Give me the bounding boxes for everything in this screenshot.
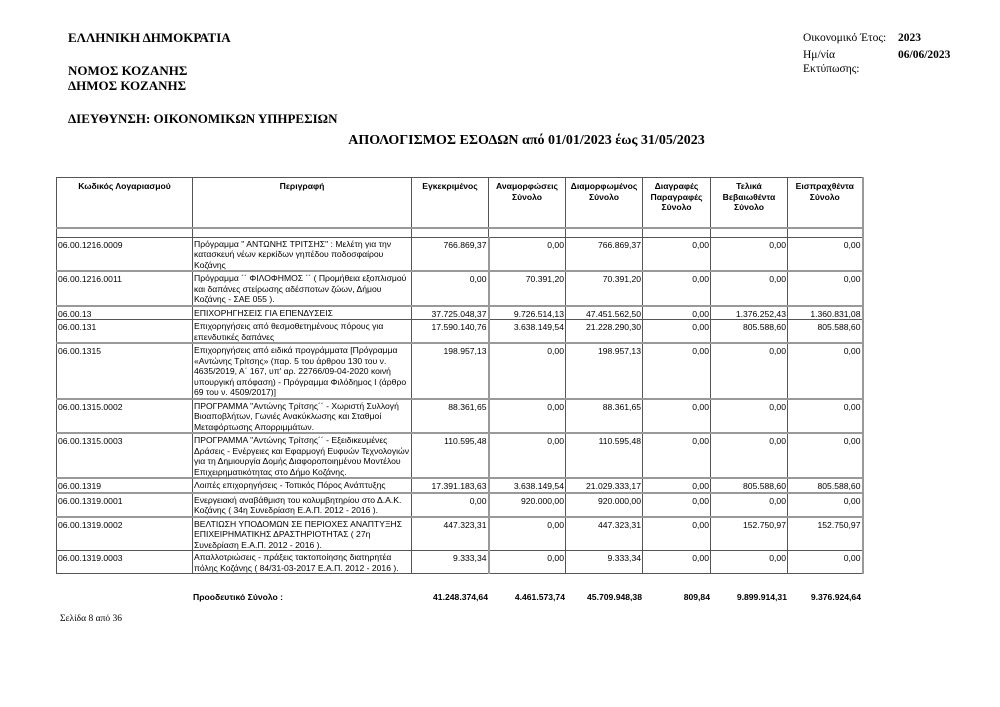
report-content [56, 177, 946, 625]
amount-writeoffs: 0,00 [643, 237, 711, 271]
totals-row [56, 591, 946, 605]
amount-revisions: 0,00 [489, 551, 566, 574]
amount-approved: 37.725.048,37 [412, 306, 489, 320]
table-row [57, 237, 863, 271]
amount-approved: 0,00 [412, 493, 489, 517]
table-row [57, 551, 863, 574]
amount-approved: 0,00 [412, 271, 489, 306]
account-description: Λοιπές επιχορηγήσεις - Τοπικός Πόρος Ανάπτυξης [193, 478, 412, 493]
amount-collected: 0,00 [788, 343, 863, 399]
totals-revisions: 4.461.573,74 [514, 592, 565, 602]
col-header-revisions: Αναμορφώσεις Σύνολο [489, 178, 566, 228]
table-row [57, 493, 863, 517]
account-description: ΕΠΙΧΟΡΗΓΗΣΕΙΣ ΓΙΑ ΕΠΕΝΔΥΣΕΙΣ [193, 306, 412, 320]
amount-certified: 1.376.252,43 [711, 306, 788, 320]
account-description: ΠΡΟΓΡΑΜΜΑ "Αντώνης Τρίτσης´´ - Εξειδικευμένες Δράσεις - Ενέργειες και Εφαρμογή Ευφυών Τεχνολογιών για τη Δημιουργία Δομής Διαφοροποιημένου Μοντέλου Επιχειρηματικότητας στο Δήμο Κοζάνης. [193, 433, 412, 478]
amount-formed: 21.228.290,30 [566, 320, 643, 344]
table-spacer-row [57, 228, 863, 238]
table-row [57, 306, 863, 320]
print-date-label-2: Εκτύπωσης: [803, 63, 860, 75]
amount-certified: 805.588,60 [711, 478, 788, 493]
totals-certified: 9.899.914,31 [736, 592, 787, 602]
account-description: Απαλλοτριώσεις - πράξεις τακτοποίησης διατηρητέα πόλης Κοζάνης ( 84/31-03-2017 Ε.Α.Π. 2012 - 2016 ). [193, 551, 412, 574]
amount-certified: 0,00 [711, 493, 788, 517]
prefecture-title: ΝΟΜΟΣ ΚΟΖΑΝΗΣ [68, 63, 188, 78]
directorate-title: ΔΙΕΥΘΥΝΣΗ: ΟΙΚΟΝΟΜΙΚΩΝ ΥΠΗΡΕΣΙΩΝ [68, 111, 338, 126]
account-code: 06.00.1315 [57, 343, 193, 399]
print-date-value: 06/06/2023 [898, 49, 951, 61]
amount-collected: 0,00 [788, 433, 863, 478]
col-header-formed: Διαμορφωμένος Σύνολο [566, 178, 643, 228]
amount-writeoffs: 0,00 [643, 517, 711, 551]
report-title: ΑΠΟΛΟΓΙΣΜΟΣ ΕΣΟΔΩΝ από 01/01/2023 έως 31/05/2023 [348, 133, 705, 148]
table-header-row [57, 178, 863, 228]
table-row [57, 478, 863, 493]
amount-formed: 70.391,20 [566, 271, 643, 306]
account-code: 06.00.1319.0003 [57, 551, 193, 574]
amount-collected: 805.588,60 [788, 478, 863, 493]
col-header-code: Κωδικός Λογαριασμού [57, 178, 193, 228]
amount-approved: 198.957,13 [412, 343, 489, 399]
amount-revisions: 0,00 [489, 237, 566, 271]
amount-collected: 0,00 [788, 271, 863, 306]
amount-collected: 0,00 [788, 493, 863, 517]
account-code: 06.00.1216.0009 [57, 237, 193, 271]
table-row [57, 517, 863, 551]
amount-writeoffs: 0,00 [643, 399, 711, 434]
spacer-cell [489, 228, 566, 238]
revenue-table [56, 177, 864, 574]
spacer-cell [711, 228, 788, 238]
print-date-label-1: Ημ/νία [803, 49, 835, 61]
account-description: ΠΡΟΓΡΑΜΜΑ "Αντώνης Τρίτσης´´ - Χωριστή Συλλογή Βιοαποβλήτων, Γωνιές Ανακύκλωσης και Σταθμοί Μεταφόρτωσης Απορριμμάτων. [193, 399, 412, 434]
amount-formed: 198.957,13 [566, 343, 643, 399]
amount-writeoffs: 0,00 [643, 320, 711, 344]
spacer-cell [643, 228, 711, 238]
table-row [57, 343, 863, 399]
amount-writeoffs: 0,00 [643, 433, 711, 478]
header-right [803, 31, 973, 76]
amount-collected: 1.360.831,08 [788, 306, 863, 320]
account-code: 06.00.1216.0011 [57, 271, 193, 306]
amount-collected: 805.588,60 [788, 320, 863, 344]
amount-certified: 0,00 [711, 237, 788, 271]
print-date-label [803, 48, 898, 76]
fiscal-year-row [803, 31, 973, 45]
amount-revisions: 0,00 [489, 517, 566, 551]
amount-approved: 17.590.140,76 [412, 320, 489, 344]
amount-certified: 0,00 [711, 399, 788, 434]
amount-certified: 0,00 [711, 551, 788, 574]
amount-formed: 920.000,00 [566, 493, 643, 517]
spacer-cell [412, 228, 489, 238]
totals-formed: 45.709.948,38 [587, 592, 642, 602]
amount-revisions: 0,00 [489, 433, 566, 478]
amount-certified: 0,00 [711, 271, 788, 306]
amount-approved: 110.595,48 [412, 433, 489, 478]
account-code: 06.00.131 [57, 320, 193, 344]
account-code: 06.00.1319 [57, 478, 193, 493]
account-description: ΒΕΛΤΙΩΣΗ ΥΠΟΔΟΜΩΝ ΣΕ ΠΕΡΙΟΧΕΣ ΑΝΑΠΤΥΞΗΣ ΕΠΙΧΕΙΡΗΜΑΤΙΚΗΣ ΔΡΑΣΤΗΡΙΟΤΗΤΑΣ ( 27η Συνεδρίαση Ε.Α.Π. 2012 - 2016 ). [193, 517, 412, 551]
amount-formed: 88.361,65 [566, 399, 643, 434]
fiscal-year-label: Οικονομικό Έτος: [803, 32, 887, 44]
amount-approved: 9.333,34 [412, 551, 489, 574]
amount-approved: 447.323,31 [412, 517, 489, 551]
amount-formed: 9.333,34 [566, 551, 643, 574]
col-header-description: Περιγραφή [193, 178, 412, 228]
amount-certified: 805.588,60 [711, 320, 788, 344]
amount-writeoffs: 0,00 [643, 551, 711, 574]
amount-writeoffs: 0,00 [643, 343, 711, 399]
table-body [57, 228, 863, 574]
amount-writeoffs: 0,00 [643, 306, 711, 320]
amount-formed: 447.323,31 [566, 517, 643, 551]
amount-writeoffs: 0,00 [643, 493, 711, 517]
totals-label: Προοδευτικό Σύνολο : [193, 592, 284, 602]
amount-revisions: 3.638.149,54 [489, 320, 566, 344]
amount-formed: 766.869,37 [566, 237, 643, 271]
amount-approved: 88.361,65 [412, 399, 489, 434]
amount-revisions: 3.638.149,54 [489, 478, 566, 493]
table-row [57, 433, 863, 478]
amount-revisions: 70.391,20 [489, 271, 566, 306]
account-description: Πρόγραμμα ´´ ΦΙΛΟΦΗΜΟΣ ´´ ( Προμήθεια εξοπλισμού και δαπάνες στείρωσης αδέσποτων ζώων, Δήμου Κοζάνης - ΣΑΕ 055 ). [193, 271, 412, 306]
amount-revisions: 920.000,00 [489, 493, 566, 517]
account-description: Πρόγραμμα " ΑΝΤΩΝΗΣ ΤΡΙΤΣΗΣ" : Μελέτη για την κατασκευή νέων κερκίδων γηπέδου ποδοσφαίρου Κοζάνης [193, 237, 412, 271]
account-description: Ενεργειακή αναβάθμιση του κολυμβητηρίου στο Δ.Α.Κ. Κοζάνης ( 34η Συνεδρίαση Ε.Α.Π. 2012 - 2016 ). [193, 493, 412, 517]
municipality-title: ΔΗΜΟΣ ΚΟΖΑΝΗΣ [68, 78, 187, 93]
table-row [57, 399, 863, 434]
header-left [68, 30, 337, 126]
fiscal-year-value: 2023 [898, 32, 921, 44]
amount-certified: 152.750,97 [711, 517, 788, 551]
table-row [57, 320, 863, 344]
amount-collected: 0,00 [788, 237, 863, 271]
amount-collected: 0,00 [788, 551, 863, 574]
amount-revisions: 0,00 [489, 399, 566, 434]
account-code: 06.00.13 [57, 306, 193, 320]
amount-revisions: 0,00 [489, 343, 566, 399]
totals-writeoffs: 809,84 [683, 592, 710, 602]
totals-collected: 9.376.924,64 [810, 592, 861, 602]
totals-approved: 41.248.374,64 [433, 592, 488, 602]
account-code: 06.00.1319.0002 [57, 517, 193, 551]
account-code: 06.00.1319.0001 [57, 493, 193, 517]
amount-certified: 0,00 [711, 433, 788, 478]
amount-collected: 0,00 [788, 399, 863, 434]
print-date-row [803, 48, 973, 76]
table-row [57, 271, 863, 306]
spacer-cell [193, 228, 412, 238]
amount-formed: 110.595,48 [566, 433, 643, 478]
col-header-writeoffs: Διαγραφές Παραγραφές Σύνολο [643, 178, 711, 228]
spacer-cell [788, 228, 863, 238]
account-description: Επιχορηγήσεις από θεσμοθετημένους πόρους για επενδυτικές δαπάνες [193, 320, 412, 344]
amount-writeoffs: 0,00 [643, 271, 711, 306]
amount-writeoffs: 0,00 [643, 478, 711, 493]
amount-formed: 21.029.333,17 [566, 478, 643, 493]
spacer-cell [57, 228, 193, 238]
amount-approved: 17.391.183,63 [412, 478, 489, 493]
spacer-cell [566, 228, 643, 238]
account-code: 06.00.1315.0003 [57, 433, 193, 478]
amount-revisions: 9.726.514,13 [489, 306, 566, 320]
amount-approved: 766.869,37 [412, 237, 489, 271]
account-code: 06.00.1315.0002 [57, 399, 193, 434]
col-header-collected: Εισπραχθέντα Σύνολο [788, 178, 863, 228]
amount-certified: 0,00 [711, 343, 788, 399]
amount-collected: 152.750,97 [788, 517, 863, 551]
account-description: Επιχορηγήσεις από ειδικά προγράμματα [Πρόγραμμα «Αντώνης Τρίτσης» (παρ. 5 του άρθρου 130 του ν. 4635/2019, Α΄ 167, υπ' αρ. 22766/09-04-2020 κοινή υπουργική απόφαση) - Πρόγραμμα Φιλόδημος Ι (άρθρο 69 του ν. 4509/2017)] [193, 343, 412, 399]
amount-formed: 47.451.562,50 [566, 306, 643, 320]
col-header-certified: Τελικά Βεβαιωθέντα Σύνολο [711, 178, 788, 228]
country-title: ΕΛΛΗΝΙΚΗ ΔΗΜΟΚΡΑΤΙΑ [68, 30, 231, 45]
col-header-approved: Εγκεκριμένος [412, 178, 489, 228]
page-number: Σελίδα 8 από 36 [60, 614, 123, 624]
